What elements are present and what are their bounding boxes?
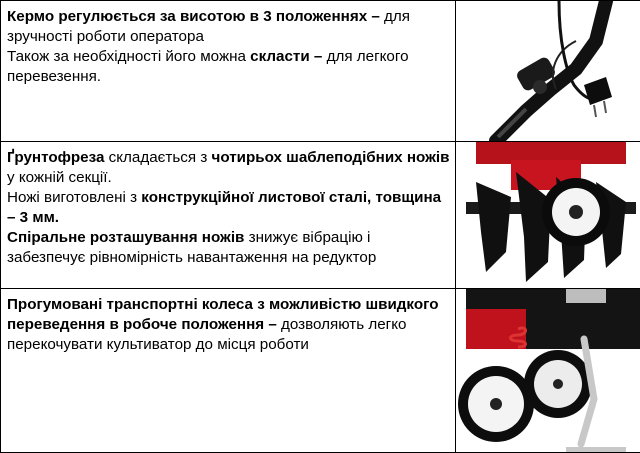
bold-text: Прогумовані транспортні колеса з можливістю швидкого переведення в робоче положення – [7,296,439,333]
transport-wheels-image [456,289,640,452]
bold-text: чотирьох шаблеподібних ножів [212,149,450,166]
feature-row [1,289,640,453]
feature-image-cell [456,289,640,453]
text: для зручності роботи оператора [7,8,410,45]
feature-description [1,1,456,142]
bold-text: скласти – [250,48,322,65]
bold-text: Ґрунтофреза [7,149,104,166]
text: Ножі виготовлені з [7,189,141,206]
feature-description [1,289,456,453]
text: знижує вібрацію і забезпечує рівномірність навантаження на редуктор [7,229,376,266]
feature-row [1,142,640,289]
bold-text: Спіральне розташування ножів [7,229,244,246]
feature-image-cell [456,142,640,289]
tiller-blades-image [456,142,640,288]
bold-text: конструкційної листової сталі, товщина – 3 мм. [7,189,441,226]
handlebar-image [456,1,640,141]
text: у кожній секції. [7,169,112,186]
text: дозволяють легко перекочувати культиватор до місця роботи [7,316,406,353]
text: складається з [104,149,211,166]
bold-text: Кермо регулюється за висотою в 3 положеннях – [7,8,380,25]
text: Також за необхідності його можна [7,48,250,65]
feature-row [1,1,640,142]
text: для легкого перевезення. [7,48,409,85]
feature-image-cell [456,1,640,142]
feature-description [1,142,456,289]
